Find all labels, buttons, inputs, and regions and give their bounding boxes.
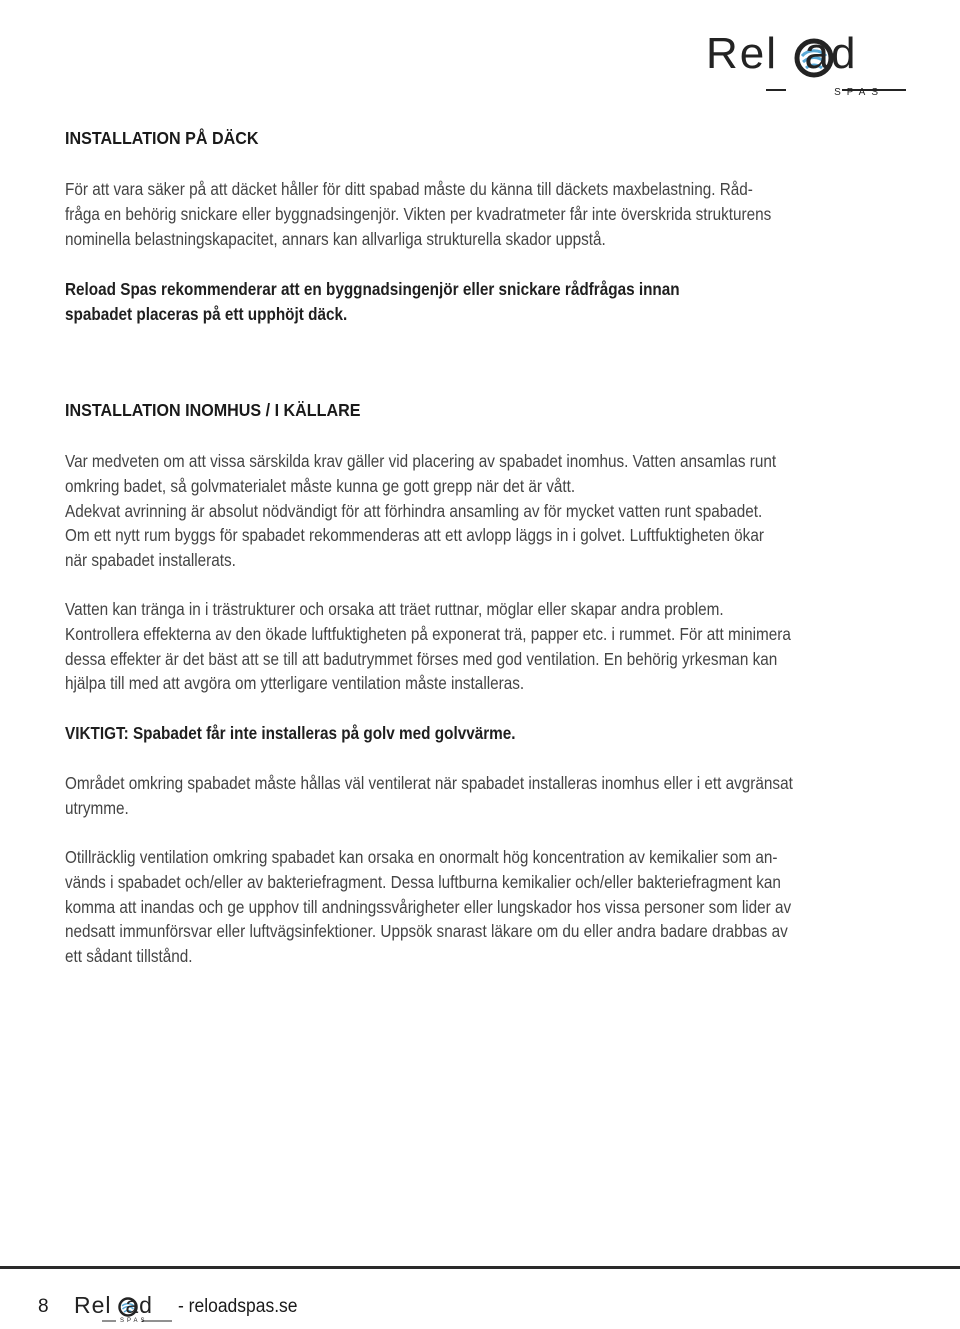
text-line: spabadet placeras på ett upphöjt däck. bbox=[65, 303, 348, 324]
text-line: fråga en behörig snickare eller byggnadsingenjör. Vikten per kvadratmeter får inte överskrida strukturens bbox=[65, 203, 772, 224]
text-line: Området omkring spabadet måste hållas väl ventilerat när spabadet installeras inomhus eller i ett avgränsat bbox=[65, 773, 793, 793]
text-line: Otillräcklig ventilation omkring spabadet kan orsaka en onormalt hög koncentration av kemikalier som an- bbox=[65, 847, 778, 867]
website-link[interactable]: - reloadspas.se bbox=[178, 1296, 298, 1317]
text-line: Vatten kan tränga in i trästrukturer och orsaka att träet ruttnar, möglar eller skapar andra problem. bbox=[65, 599, 724, 619]
paragraph-deck-recommendation bbox=[65, 277, 866, 327]
text-line: För att vara säker på att däcket håller för ditt spabad måste du känna till däckets maxbelastning. Råd- bbox=[65, 179, 753, 199]
paragraph-moisture bbox=[65, 597, 866, 696]
section-heading-deck: INSTALLATION PÅ DÄCK bbox=[65, 128, 259, 148]
paragraph-indoor-requirements bbox=[65, 449, 866, 573]
paragraph-health-risk bbox=[65, 845, 866, 969]
brand-logo-text: Rel ad bbox=[706, 29, 858, 78]
text-line: när spabadet installerats. bbox=[65, 550, 236, 571]
footer-divider bbox=[0, 1266, 960, 1269]
text-line: VIKTIGT: Spabadet får inte installeras på golv med golvvärme. bbox=[65, 723, 516, 743]
footer-logo-subtext: SPAS bbox=[120, 1318, 148, 1324]
text-line: hjälpa till med att avgöra om ytterligare ventilation måste installeras. bbox=[65, 673, 525, 694]
brand-logo-subtext: SPAS bbox=[834, 87, 884, 98]
text-line: Var medveten om att vissa särskilda krav gäller vid placering av spabadet inomhus. Vatten ansamlas runt bbox=[65, 451, 777, 471]
text-line: Reload Spas rekommenderar att en byggnadsingenjör eller snickare rådfrågas innan bbox=[65, 279, 680, 299]
footer-logo bbox=[74, 1290, 174, 1324]
text-line: dessa effekter är det bäst att se till att badutrymmet förses med god ventilation. En behörig yrkesman kan bbox=[65, 648, 778, 669]
section-heading-indoor: INSTALLATION INOMHUS / I KÄLLARE bbox=[65, 400, 361, 420]
text-line: Kontrollera effekterna av den ökade luftfuktigheten på exponerat trä, papper etc. i rummet. För att minimera bbox=[65, 623, 791, 644]
text-line: vänds i spabadet och/eller av bakteriefragment. Dessa luftburna kemikalier och/eller bakteriefragment kan bbox=[65, 871, 781, 892]
text-line: utrymme. bbox=[65, 797, 129, 818]
text-line: Adekvat avrinning är absolut nödvändigt för att förhindra ansamling av för mycket vatten runt spabadet. bbox=[65, 500, 763, 521]
paragraph-ventilation bbox=[65, 771, 866, 821]
page-number: 8 bbox=[38, 1296, 49, 1317]
text-line: ett sådant tillstånd. bbox=[65, 946, 193, 967]
text-line: omkring badet, så golvmaterialet måste kunna ge gott grepp när det är vått. bbox=[65, 475, 576, 496]
footer-logo-text: Rel ad bbox=[74, 1292, 153, 1318]
text-line: nedsatt immunförsvar eller luftvägsinfektioner. Uppsök snarast läkare om du eller andra badare drabbas av bbox=[65, 921, 788, 942]
text-line: Om ett nytt rum byggs för spabadet rekommenderas att ett avlopp läggs in i golvet. Luftfuktigheten ökar bbox=[65, 525, 764, 546]
text-line: nominella belastningskapacitet, annars kan allvarliga strukturella skador uppstå. bbox=[65, 228, 606, 249]
text-line: komma att inandas och ge upphov till andningssvårigheter eller lungskador hos vissa personer som lider av bbox=[65, 896, 792, 917]
brand-logo bbox=[706, 10, 908, 96]
paragraph-important-warning bbox=[65, 721, 866, 746]
paragraph-deck-load bbox=[65, 177, 866, 251]
